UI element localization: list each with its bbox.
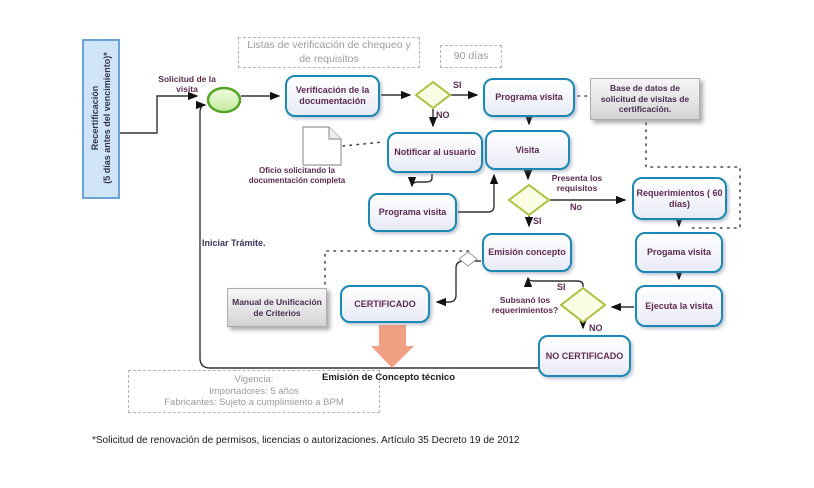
label-d1-no: NO [436, 110, 450, 120]
node-visita: Visita [485, 130, 570, 170]
label-d3-si: SI [557, 282, 566, 292]
line-jump-marker [459, 252, 477, 266]
label-presenta-requisitos: Presenta los requisitos [551, 173, 603, 194]
node-programa-visita-2: Programa visita [368, 193, 457, 232]
decision1-diamond [416, 82, 450, 108]
note-base-datos: Base de datos de solicitud de visitas de certificación. [590, 78, 700, 120]
recertification-box [82, 39, 120, 199]
connector-programa2-to-visita [458, 175, 494, 212]
label-iniciar-tramite: Iniciar Trámite. [202, 238, 266, 248]
vigencia-line1: Vigencia: [234, 373, 274, 385]
node-requerimientos: Requerimientos ( 60 días) [632, 177, 727, 220]
note-90-dias: 90 días [440, 45, 502, 68]
footnote: *Solicitud de renovación de permisos, licencias o autorizaciones. Artículo 35 Decreto 19 de 2012 [92, 435, 520, 446]
label-d2-no: No [570, 202, 582, 212]
label-d3-no: NO [589, 323, 603, 333]
node-progama-visita: Progama visita [635, 232, 723, 273]
node-no-certificado: NO CERTIFICADO [538, 335, 631, 377]
node-verificacion: Verificación de la documentación [285, 75, 380, 117]
node-ejecuta-visita: Ejecuta la visita [635, 285, 723, 327]
down-block-arrow-icon [371, 325, 414, 368]
node-programa-visita-1: Programa visita [483, 78, 575, 117]
label-subsano-requerimientos: Subsanó los requerimientos? [491, 295, 559, 316]
recert-line2: (5 días antes del vencimiento)* [102, 52, 112, 184]
connector-recert-to-start [120, 96, 197, 133]
dotted-oficio-to-notificar [343, 142, 383, 146]
vigencia-line3: Fabricantes: Sujeto a cumplimiento a BPM [164, 397, 344, 409]
connector-decision3-si [528, 278, 583, 287]
caption-emision-concepto: Emisión de Concepto técnico [322, 372, 456, 383]
decision3-diamond [561, 288, 605, 322]
node-notificar-usuario: Notificar al usuario [387, 132, 483, 173]
note-listas: Listas de verificación de chequeo y de requisitos [238, 37, 420, 68]
label-solicitud-visita: Solicitud de la visita [158, 74, 216, 95]
document-icon [303, 127, 341, 165]
label-d1-si: SI [453, 80, 462, 90]
note-manual: Manual de Unificación de Criterios [227, 288, 327, 327]
connector-notificar-to-programa2 [412, 174, 432, 186]
label-d2-si: SI [533, 216, 542, 226]
label-oficio: Oficio solicitando la documentación completa [248, 166, 346, 185]
vigencia-line2: Importadores: 5 años [209, 385, 299, 397]
node-certificado: CERTIFICADO [340, 285, 430, 323]
connector-emision-to-certificado [437, 261, 481, 302]
recert-line1: Recertificación [89, 85, 100, 151]
node-emision-concepto: Emisión concepto [482, 233, 572, 272]
